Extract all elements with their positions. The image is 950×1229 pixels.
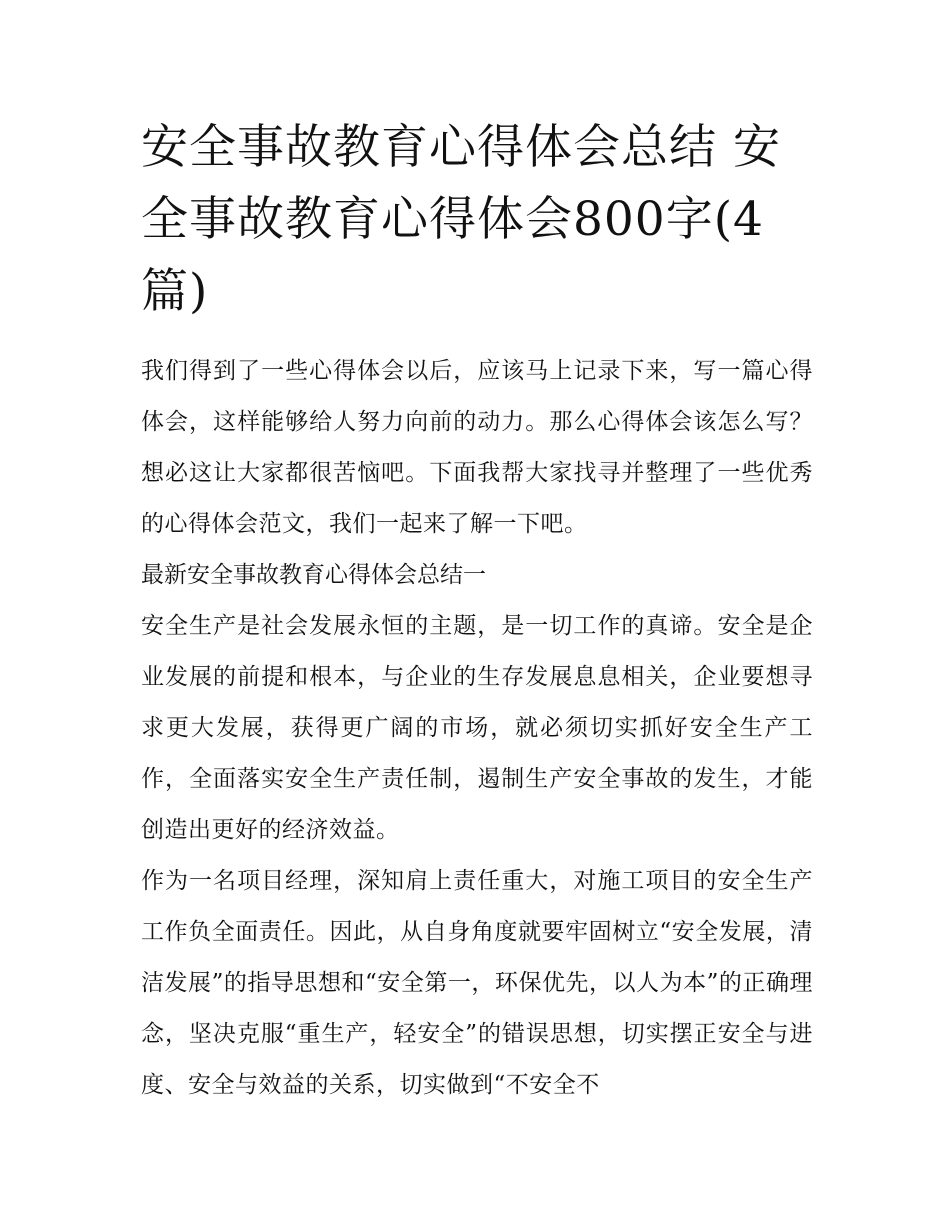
document-title: 安全事故教育心得体会总结 安全事故教育心得体会800字(4篇) [141, 120, 781, 319]
document-content [141, 112, 813, 1111]
section-paragraph-2: 作为一名项目经理，深知肩上责任重大，对施工项目的安全生产工作负全面责任。因此，从自身角度就要牢固树立“安全发展，清洁发展”的指导思想和“安全第一，环保优先，以人为本”的正确理念，坚决克服“重生产，轻安全”的错误思想，切实摆正安全与进度、安全与效益的关系，切实做到“不安全不 [141, 868, 813, 1098]
section-heading: 最新安全事故教育心得体会总结一 [141, 562, 486, 588]
intro-paragraph: 我们得到了一些心得体会以后，应该马上记录下来，写一篇心得体会，这样能够给人努力向前的动力。那么心得体会该怎么写？想必这让大家都很苦恼吧。下面我帮大家找寻并整理了一些优秀的心得体会范文，我们一起来了解一下吧。 [141, 358, 813, 537]
section-paragraph-1: 安全生产是社会发展永恒的主题，是一切工作的真谛。安全是企业发展的前提和根本，与企业的生存发展息息相关，企业要想寻求更大发展，获得更广阔的市场，就必须切实抓好安全生产工作，全面落实安全生产责任制，遏制生产安全事故的发生，才能创造出更好的经济效益。 [141, 613, 813, 843]
